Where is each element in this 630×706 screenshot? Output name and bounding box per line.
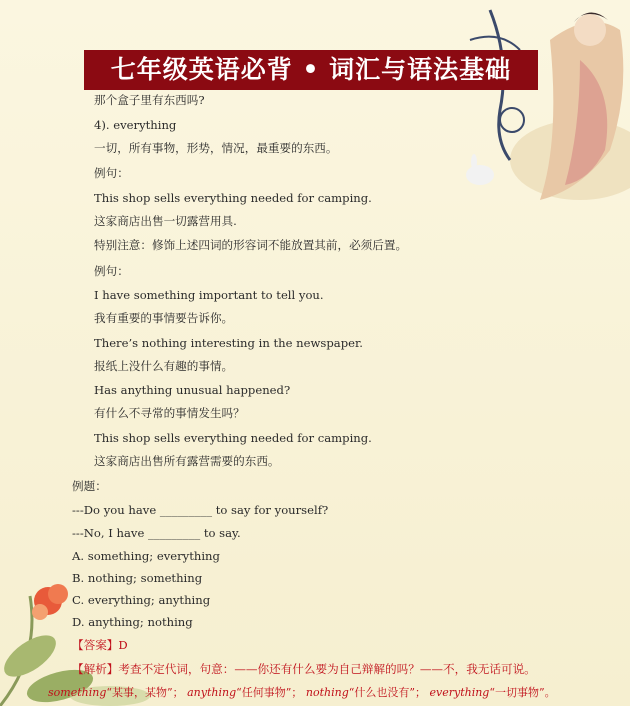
analysis-text: 考查不定代词，句意：——你还有什么要为自己辩解的吗？——不，我无话可说。 <box>118 662 536 676</box>
text-line: 这家商店出售一切露营用具. <box>94 214 237 228</box>
text-line: This shop sells everything needed for camping. <box>94 431 372 445</box>
question-line: ---No, I have _________ to say. <box>72 526 241 540</box>
option-d: D. anything; nothing <box>72 615 193 629</box>
analysis-tag: 【解析】 <box>72 662 119 676</box>
gloss-word: anything <box>187 686 237 699</box>
gloss-word: something <box>48 686 107 699</box>
lady-illustration-decoration <box>430 0 630 220</box>
text-line: This shop sells everything needed for camping. <box>94 191 372 205</box>
text-line: Has anything unusual happened? <box>94 383 291 397</box>
text-line: 那个盒子里有东西吗? <box>94 93 205 107</box>
answer-line: 【答案】D <box>72 638 128 652</box>
text-line: 例句： <box>94 264 129 278</box>
document-title-banner: 七年级英语必背 • 词汇与语法基础 <box>84 50 538 90</box>
gloss-line <box>48 686 556 700</box>
text-line: 一切，所有事物，形势，情况，最重要的东西。 <box>94 141 338 155</box>
text-line: 4). everything <box>94 118 177 132</box>
text-line: 这家商店出售所有露营需要的东西。 <box>94 454 280 468</box>
text-line: There’s nothing interesting in the newspaper. <box>94 336 363 350</box>
text-line: 我有重要的事情要告诉你。 <box>94 311 234 325</box>
text-line: I have something important to tell you. <box>94 288 324 302</box>
gloss-meaning: “一切事物”。 <box>489 686 556 699</box>
gloss-meaning: “某事，某物”； <box>106 686 184 699</box>
gloss-meaning: “什么也没有”； <box>348 686 426 699</box>
analysis-line <box>72 662 536 676</box>
text-line: 例题： <box>72 479 107 493</box>
option-c: C. everything; anything <box>72 593 211 607</box>
text-line: 特别注意：修饰上述四词的形容词不能放置其前，必须后置。 <box>94 238 408 252</box>
text-line: 报纸上没什么有趣的事情。 <box>94 359 234 373</box>
gloss-meaning: “任何事物”； <box>236 686 303 699</box>
text-line: 有什么不寻常的事情发生吗？ <box>94 406 245 420</box>
text-line: 例句： <box>94 166 129 180</box>
gloss-word: nothing <box>305 686 349 699</box>
option-b: B. nothing; something <box>72 571 203 585</box>
option-a: A. something; everything <box>72 549 220 563</box>
question-line: ---Do you have _________ to say for yourself? <box>72 503 329 517</box>
gloss-word: everything <box>429 686 490 699</box>
